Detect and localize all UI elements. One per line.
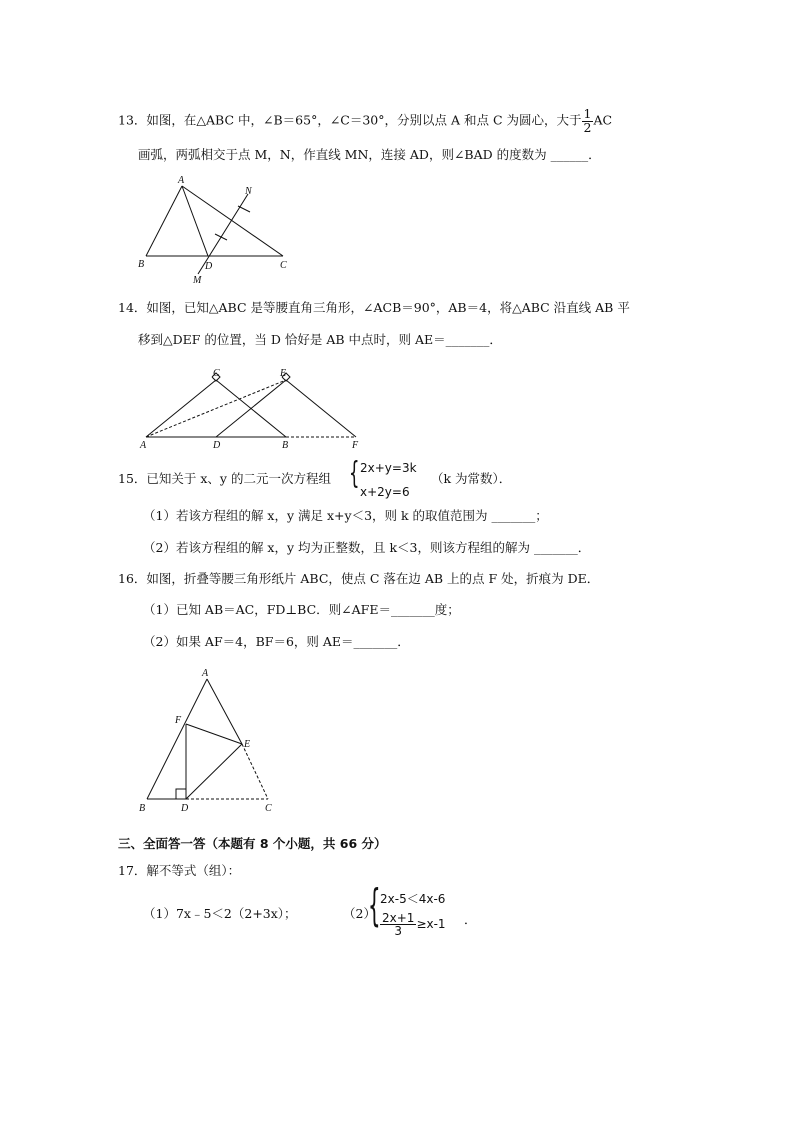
q17-part1: （1）7x﹣5＜2（2+3x）； bbox=[143, 906, 297, 921]
q17-brace: { bbox=[368, 880, 381, 931]
q14-answer-blank[interactable]: _______ bbox=[445, 332, 490, 347]
q15-eq1: 2x+y=3k bbox=[360, 461, 417, 475]
q16-label-f: F bbox=[175, 715, 182, 726]
q17-sys-eq2: $\frac{2x+1}{3}$ ≥x-1 bbox=[382, 911, 446, 938]
q15-part1-blank[interactable]: _______ bbox=[491, 508, 536, 523]
q16-label-c: C bbox=[265, 803, 272, 814]
q13-label-d: D bbox=[205, 261, 213, 272]
q14-label-e: E bbox=[280, 368, 287, 379]
q15-eq2: x+2y=6 bbox=[360, 485, 410, 499]
q15-brace: { bbox=[349, 456, 360, 491]
q16-part2: （2）如果 AF＝4，BF＝6，则 AE＝_______． bbox=[143, 634, 410, 649]
q16-right-angle-d bbox=[176, 789, 186, 799]
q14-side-ac bbox=[146, 380, 216, 437]
section-three-heading: 三、全面答一答（本题有 8 个小题，共 66 分） bbox=[118, 836, 387, 851]
q14-figure bbox=[140, 368, 370, 452]
q16-label-b: B bbox=[139, 803, 146, 814]
q15-part1: （1）若该方程组的解 x，y 满足 x+y＜3，则 k 的取值范围为 _______； bbox=[143, 508, 548, 523]
q14-label-f: F bbox=[352, 440, 359, 451]
q13-side-ac bbox=[182, 186, 283, 256]
q16-label-d: D bbox=[181, 803, 189, 814]
q13-arc-mark-upper bbox=[238, 206, 250, 212]
q13-line2: 画弧，两弧相交于点 M，N，作直线 MN，连接 AD，则∠BAD 的度数为 ______． bbox=[138, 147, 601, 162]
q16-line1: 16．如图，折叠等腰三角形纸片 ABC，使点 C 落在边 AB 上的点 F 处，折痕为 DE． bbox=[118, 571, 600, 586]
q16-part1-blank[interactable]: _______ bbox=[390, 602, 435, 617]
q13-answer-blank[interactable]: ______ bbox=[550, 147, 589, 162]
q13-label-n: N bbox=[245, 186, 252, 197]
q14-dashed-ae bbox=[146, 380, 286, 437]
q15-note: （k 为常数）． bbox=[431, 471, 512, 486]
q16-crease-de bbox=[186, 744, 242, 799]
q13-label-a: A bbox=[178, 175, 185, 186]
q14-line2: 移到△DEF 的位置，当 D 恰好是 AB 中点时，则 AE＝_______． bbox=[138, 332, 502, 347]
q16-label-a: A bbox=[202, 668, 209, 679]
q16-dashed-ec bbox=[242, 744, 268, 799]
q14-line1: 14．如图，已知△ABC 是等腰直角三角形，∠ACB＝90°，AB＝4，将△ABC 沿直线 AB 平 bbox=[118, 300, 630, 315]
q14-label-a: A bbox=[140, 440, 147, 451]
q15-lead: 15．已知关于 x、y 的二元一次方程组 bbox=[118, 471, 331, 486]
q13-side-ab bbox=[146, 186, 182, 256]
q13-figure bbox=[130, 170, 310, 290]
q16-side-ab bbox=[147, 679, 207, 799]
q14-side-ef bbox=[286, 380, 356, 437]
q17-part2-label: （2） bbox=[343, 906, 376, 921]
q17-sys-eq1: 2x-5＜4x-6 bbox=[380, 892, 446, 906]
q16-part2-blank[interactable]: _______ bbox=[353, 634, 398, 649]
q16-part1: （1）已知 AB＝AC，FD⊥BC．则∠AFE＝_______度； bbox=[143, 602, 460, 617]
q17-lead: 17．解不等式（组）： bbox=[118, 863, 241, 878]
q13-label-b: B bbox=[138, 259, 145, 270]
q13-fraction: $\frac{1}{2}$ bbox=[583, 106, 592, 135]
q15-part2: （2）若该方程组的解 x，y 均为正整数，且 k＜3，则该方程组的解为 _______． bbox=[143, 540, 591, 555]
q13-segment-ad bbox=[182, 186, 208, 256]
q13-label-c: C bbox=[280, 260, 287, 271]
q13-label-m: M bbox=[193, 275, 202, 286]
q15-part2-blank[interactable]: _______ bbox=[534, 540, 578, 555]
q17-end: ． bbox=[464, 912, 477, 927]
q16-label-e: E bbox=[244, 739, 251, 750]
q16-segment-fe bbox=[186, 724, 242, 744]
q14-label-c: C bbox=[213, 368, 220, 379]
q13-arc-mark-lower bbox=[215, 234, 227, 240]
q14-label-b: B bbox=[282, 440, 289, 451]
q14-label-d: D bbox=[213, 440, 221, 451]
q16-side-ae bbox=[207, 679, 242, 744]
q13-line1: 13．如图，在△ABC 中，∠B＝65°，∠C＝30°，分别以点 A 和点 C 为圆心，大于 $\frac{1}{2}$ AC bbox=[118, 106, 613, 135]
q16-figure bbox=[135, 665, 285, 821]
